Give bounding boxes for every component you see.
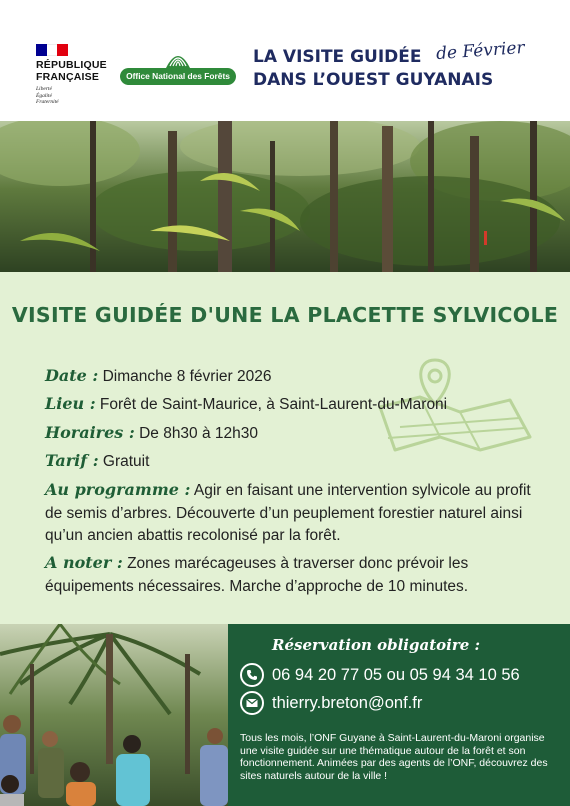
tarif-label: Tarif : bbox=[45, 451, 99, 470]
header bbox=[0, 0, 570, 121]
note-label: A noter : bbox=[45, 553, 123, 572]
reservation-description: Tous les mois, l’ONF Guyane à Saint-Laurent-du-Maroni organise une visite guidée sur une thématique autour de la forêt et son fonctionnement. Animées par des agents de l’ONF, découvrez des sites naturels autour de la ville ! bbox=[240, 732, 548, 782]
email-address[interactable]: thierry.breton@onf.fr bbox=[272, 693, 423, 712]
french-flag-icon bbox=[36, 44, 68, 56]
republique-name: RÉPUBLIQUE FRANÇAISE bbox=[36, 59, 107, 83]
republique-motto: Liberté Égalité Fraternité bbox=[36, 86, 59, 105]
horaires-row bbox=[45, 422, 545, 445]
header-title-line2: DANS L’OUEST GUYANAIS bbox=[253, 70, 494, 90]
reservation-title: Réservation obligatoire : bbox=[272, 636, 481, 654]
forest-banner-image bbox=[0, 121, 570, 272]
phone-row bbox=[240, 663, 520, 687]
date-value: Dimanche 8 février 2026 bbox=[98, 368, 272, 385]
tarif-row bbox=[45, 450, 545, 473]
activity-title: VISITE GUIDÉE D'UNE LA PLACETTE SYLVICOLE bbox=[11, 303, 559, 327]
onf-logo-label: Office National des Forêts bbox=[120, 68, 236, 85]
tarif-value: Gratuit bbox=[98, 453, 150, 470]
date-label: Date : bbox=[45, 366, 99, 385]
programme-label: Au programme : bbox=[45, 480, 191, 499]
lieu-value: Forêt de Saint-Maurice, à Saint-Laurent-du-Maroni bbox=[95, 396, 448, 413]
onf-logo bbox=[120, 48, 236, 92]
date-row bbox=[45, 365, 545, 388]
lieu-label: Lieu : bbox=[45, 394, 96, 413]
note-value: Zones marécageuses à traverser donc prévoir les équipements nécessaires. Marche d’approche de 10 minutes. bbox=[45, 555, 469, 595]
horaires-value: De 8h30 à 12h30 bbox=[134, 425, 259, 442]
note-row bbox=[45, 552, 545, 598]
header-title-script: de Février bbox=[435, 37, 526, 65]
republique-francaise-logo bbox=[36, 44, 116, 106]
lieu-row bbox=[45, 393, 545, 416]
phone-icon bbox=[240, 663, 264, 687]
info-panel bbox=[0, 272, 570, 624]
header-title bbox=[253, 37, 553, 92]
programme-row bbox=[45, 479, 545, 548]
phone-numbers[interactable]: 06 94 20 77 05 ou 05 94 34 10 56 bbox=[272, 665, 520, 684]
group-visit-photo bbox=[0, 624, 228, 806]
envelope-icon bbox=[240, 691, 264, 715]
email-row bbox=[240, 691, 422, 715]
reservation-panel bbox=[228, 624, 570, 806]
programme-value: Agir en faisant une intervention sylvicole au profit de semis d’arbres. Découverte d’un peuplement forestier naturel ainsi qu’un ancien abattis recolonisé par la forêt. bbox=[45, 482, 531, 544]
header-title-line1: LA VISITE GUIDÉE bbox=[253, 47, 422, 67]
horaires-label: Horaires : bbox=[45, 423, 135, 442]
onf-tree-emblem-icon bbox=[164, 48, 192, 70]
